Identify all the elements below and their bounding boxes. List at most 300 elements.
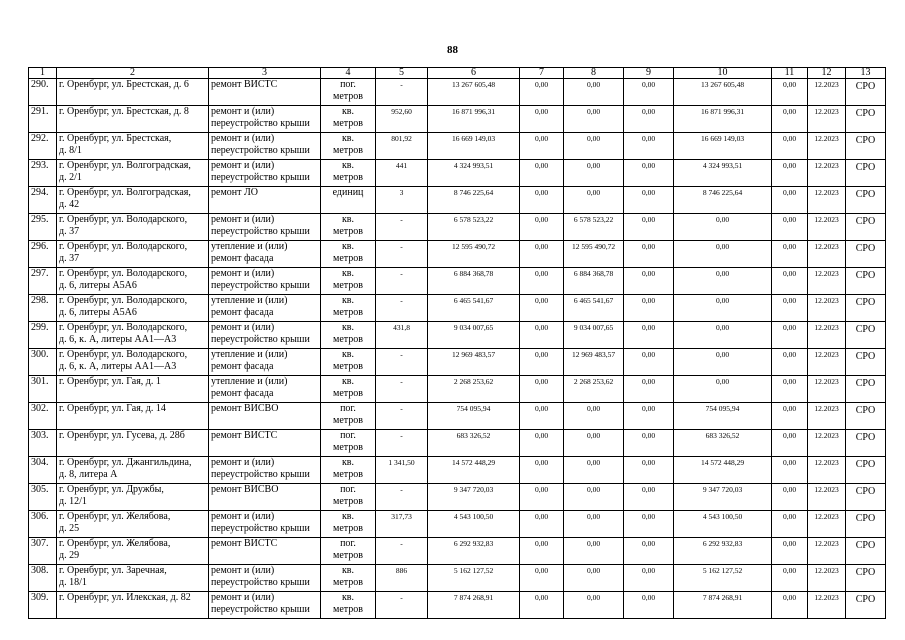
col10-cell-line: 754 095,94 [705,404,740,413]
deadline-cell [808,322,846,349]
address-cell-line: д. 42 [59,199,80,210]
col9-cell [624,538,674,565]
col10-cell [674,538,772,565]
col11-cell-line: 0,00 [782,539,797,548]
work-type-cell-line: переустройство крыши [211,334,310,345]
col9-cell [624,457,674,484]
address-cell-line: г. Оренбург, ул. Володарского, [59,241,188,252]
col8-cell-line: 2 268 253,62 [573,377,614,386]
col7-cell-line: 0,00 [534,134,549,143]
col7-cell [520,376,564,403]
volume-cell-line: 317,73 [391,512,412,521]
work-type-cell [209,160,321,187]
col9-cell [624,187,674,214]
col8-cell-line: 0,00 [586,593,601,602]
address-cell-line: г. Оренбург, ул. Волгоградская, [59,187,191,198]
col11-cell-line: 0,00 [782,161,797,170]
col7-cell-line: 0,00 [534,539,549,548]
col8-cell-line: 12 969 483,57 [571,350,616,359]
funding-source-cell-line: СРО [855,459,876,470]
funding-source-cell-line: СРО [855,297,876,308]
unit-cell [321,430,376,457]
address-cell-line: г. Оренбург, ул. Брестская, д. 6 [59,79,189,90]
deadline-cell-line: 12.2023 [814,350,839,359]
col7-cell [520,79,564,106]
work-type-cell [209,268,321,295]
address-cell [57,241,209,268]
unit-cell-line: метров [333,469,363,480]
col10-cell [674,79,772,106]
col8-cell-line: 0,00 [586,566,601,575]
col10-cell-line: 0,00 [715,242,730,251]
col7-cell-line: 0,00 [534,377,549,386]
row-number [29,106,57,133]
col9-cell [624,160,674,187]
unit-cell [321,241,376,268]
col8-cell [564,187,624,214]
funding-source-cell [846,79,886,106]
total-cost-cell-line: 7 874 268,91 [453,593,494,602]
address-cell [57,187,209,214]
col7-cell [520,268,564,295]
page-number: 88 [447,44,458,56]
table-row [29,565,886,592]
unit-cell-line: метров [333,388,363,399]
column-header-9: 9 [624,68,674,79]
col7-cell-line: 0,00 [534,593,549,602]
row-number [29,403,57,430]
col9-cell-line: 0,00 [641,458,656,467]
unit-cell-line: метров [333,91,363,102]
work-type-cell-line: ремонт и (или) [211,160,275,171]
row-number [29,160,57,187]
deadline-cell [808,511,846,538]
col8-cell [564,295,624,322]
volume-cell-line: - [400,80,403,89]
row-number [29,484,57,511]
work-type-cell [209,538,321,565]
col8-cell-line: 6 465 541,67 [573,296,614,305]
total-cost-cell-line: 6 578 523,22 [453,215,494,224]
row-number [29,241,57,268]
col7-cell-line: 0,00 [534,404,549,413]
col10-cell-line: 5 162 127,52 [702,566,743,575]
unit-cell-line: пог. [340,430,356,441]
unit-cell-line: кв. [341,592,355,603]
funding-source-cell-line: СРО [855,405,876,416]
unit-cell-line: кв. [341,511,355,522]
unit-cell [321,592,376,619]
volume-cell [376,214,428,241]
address-cell-line: г. Оренбург, ул. Володарского, [59,349,188,360]
address-cell-line: г. Оренбург, ул. Заречная, [59,565,167,576]
address-cell [57,592,209,619]
col11-cell-line: 0,00 [782,377,797,386]
deadline-cell [808,241,846,268]
col9-cell-line: 0,00 [641,215,656,224]
col9-cell [624,565,674,592]
deadline-cell-line: 12.2023 [814,242,839,251]
col7-cell [520,241,564,268]
deadline-cell [808,160,846,187]
unit-cell-line: метров [333,415,363,426]
col7-cell [520,511,564,538]
deadline-cell-line: 12.2023 [814,323,839,332]
volume-cell-line: - [400,593,403,602]
col9-cell [624,430,674,457]
col8-cell-line: 0,00 [586,161,601,170]
col10-cell-line: 0,00 [715,323,730,332]
unit-cell-line: метров [333,334,363,345]
row-number-line: 291. [31,106,49,117]
work-type-cell-line: ремонт и (или) [211,322,275,333]
volume-cell [376,484,428,511]
address-cell-line: г. Оренбург, ул. Володарского, [59,214,188,225]
total-cost-cell [428,484,520,511]
total-cost-cell-line: 6 884 368,78 [453,269,494,278]
col11-cell [772,187,808,214]
col11-cell-line: 0,00 [782,566,797,575]
address-cell-line: г. Оренбург, ул. Володарского, [59,295,188,306]
total-cost-cell [428,241,520,268]
volume-cell [376,106,428,133]
deadline-cell-line: 12.2023 [814,215,839,224]
unit-cell [321,349,376,376]
address-cell-line: г. Оренбург, ул. Гая, д. 1 [59,376,161,387]
address-cell [57,511,209,538]
row-number-line: 302. [31,403,49,414]
col11-cell-line: 0,00 [782,215,797,224]
work-type-cell-line: ремонт ВИСТС [211,430,278,441]
funding-source-cell-line: СРО [855,216,876,227]
total-cost-cell [428,430,520,457]
col9-cell-line: 0,00 [641,134,656,143]
unit-cell-line: пог. [340,79,356,90]
total-cost-cell [428,79,520,106]
funding-source-cell [846,106,886,133]
deadline-cell [808,349,846,376]
work-type-cell-line: ремонт и (или) [211,592,275,603]
unit-cell [321,106,376,133]
work-type-cell-line: ремонт и (или) [211,268,275,279]
col8-cell-line: 12 595 490,72 [571,242,616,251]
col7-cell [520,295,564,322]
unit-cell [321,538,376,565]
volume-cell [376,349,428,376]
col11-cell-line: 0,00 [782,188,797,197]
unit-cell-line: метров [333,307,363,318]
total-cost-cell-line: 13 267 605,48 [451,80,496,89]
col7-cell [520,565,564,592]
volume-cell-line: - [400,377,403,386]
deadline-cell-line: 12.2023 [814,296,839,305]
volume-cell [376,376,428,403]
unit-cell-line: кв. [341,322,355,333]
total-cost-cell-line: 754 095,94 [456,404,491,413]
col9-cell [624,349,674,376]
col7-cell [520,160,564,187]
deadline-cell [808,295,846,322]
col9-cell-line: 0,00 [641,350,656,359]
work-type-cell-line: ремонт ВИСТС [211,79,278,90]
row-number [29,187,57,214]
col10-cell-line: 16 871 996,31 [700,107,745,116]
row-number-line: 296. [31,241,49,252]
col11-cell [772,295,808,322]
col8-cell-line: 0,00 [586,80,601,89]
total-cost-cell [428,133,520,160]
col9-cell [624,241,674,268]
col9-cell-line: 0,00 [641,80,656,89]
col11-cell [772,241,808,268]
column-header-8: 8 [564,68,624,79]
work-type-cell-line: ремонт и (или) [211,511,275,522]
col10-cell-line: 0,00 [715,215,730,224]
funding-source-cell-line: СРО [855,486,876,497]
funding-source-cell [846,592,886,619]
deadline-cell-line: 12.2023 [814,107,839,116]
col7-cell-line: 0,00 [534,458,549,467]
address-cell-line: д. 8, литера А [59,469,118,480]
funding-source-cell-line: СРО [855,513,876,524]
funding-source-cell-line: СРО [855,378,876,389]
col8-cell [564,457,624,484]
table-row [29,511,886,538]
col8-cell [564,592,624,619]
deadline-cell-line: 12.2023 [814,566,839,575]
unit-cell-line: кв. [341,241,355,252]
address-cell-line: д. 6, к. А, литеры АА1—А3 [59,361,177,372]
col10-cell [674,187,772,214]
col10-cell-line: 0,00 [715,296,730,305]
address-cell [57,133,209,160]
funding-source-cell-line: СРО [855,81,876,92]
address-cell-line: д. 18/1 [59,577,87,588]
col9-cell [624,79,674,106]
unit-cell-line: метров [333,145,363,156]
table-row [29,106,886,133]
col9-cell-line: 0,00 [641,188,656,197]
row-number-line: 301. [31,376,49,387]
deadline-cell-line: 12.2023 [814,80,839,89]
unit-cell [321,511,376,538]
deadline-cell-line: 12.2023 [814,188,839,197]
address-cell-line: д. 12/1 [59,496,87,507]
work-type-cell-line: переустройство крыши [211,577,310,588]
funding-source-cell-line: СРО [855,324,876,335]
work-type-cell [209,403,321,430]
work-type-cell [209,565,321,592]
deadline-cell-line: 12.2023 [814,512,839,521]
unit-cell-line: кв. [341,457,355,468]
deadline-cell [808,268,846,295]
column-header-1: 1 [29,68,57,79]
column-header-11: 11 [772,68,808,79]
table-row [29,268,886,295]
work-type-cell [209,430,321,457]
row-number-line: 298. [31,295,49,306]
total-cost-cell-line: 683 326,52 [456,431,491,440]
funding-source-cell [846,565,886,592]
table-row [29,187,886,214]
funding-source-cell [846,376,886,403]
col8-cell [564,106,624,133]
address-cell-line: г. Оренбург, ул. Володарского, [59,322,188,333]
work-type-cell-line: утепление и (или) [211,241,288,252]
funding-source-cell [846,295,886,322]
total-cost-cell-line: 2 268 253,62 [453,377,494,386]
col10-cell-line: 9 347 720,03 [702,485,743,494]
col7-cell [520,484,564,511]
col9-cell-line: 0,00 [641,431,656,440]
table-row [29,79,886,106]
col9-cell-line: 0,00 [641,485,656,494]
unit-cell-line: кв. [341,106,355,117]
address-cell-line: г. Оренбург, ул. Джангильдина, [59,457,192,468]
volume-cell-line: - [400,485,403,494]
col10-cell-line: 13 267 605,48 [700,80,745,89]
deadline-cell [808,214,846,241]
address-cell-line: д. 8/1 [59,145,82,156]
col10-cell-line: 4 543 100,50 [702,512,743,521]
row-number-line: 306. [31,511,49,522]
address-cell [57,79,209,106]
address-cell-line: г. Оренбург, ул. Брестская, д. 8 [59,106,189,117]
funding-source-cell-line: СРО [855,135,876,146]
volume-cell [376,295,428,322]
work-type-cell [209,106,321,133]
row-number [29,376,57,403]
col10-cell [674,241,772,268]
unit-cell-line: кв. [341,214,355,225]
col9-cell-line: 0,00 [641,242,656,251]
address-cell [57,376,209,403]
col7-cell-line: 0,00 [534,161,549,170]
row-number-line: 297. [31,268,49,279]
row-number-line: 300. [31,349,49,360]
row-number-line: 308. [31,565,49,576]
col10-cell [674,430,772,457]
col11-cell [772,376,808,403]
unit-cell-line: кв. [341,349,355,360]
address-cell [57,403,209,430]
work-type-cell-line: переустройство крыши [211,523,310,534]
total-cost-cell [428,349,520,376]
funding-source-cell-line: СРО [855,594,876,605]
deadline-cell [808,403,846,430]
col8-cell-line: 0,00 [586,404,601,413]
work-type-cell-line: переустройство крыши [211,118,310,129]
work-type-cell [209,214,321,241]
col10-cell-line: 4 324 993,51 [702,161,743,170]
unit-cell [321,322,376,349]
volume-cell [376,187,428,214]
address-cell [57,565,209,592]
col10-cell [674,214,772,241]
total-cost-cell [428,457,520,484]
address-cell-line: г. Оренбург, ул. Желябова, [59,511,171,522]
row-number-line: 299. [31,322,49,333]
unit-cell-line: пог. [340,538,356,549]
col9-cell-line: 0,00 [641,566,656,575]
work-type-cell-line: переустройство крыши [211,172,310,183]
col11-cell [772,268,808,295]
col7-cell [520,592,564,619]
col11-cell [772,592,808,619]
col10-cell [674,376,772,403]
column-header-6: 6 [428,68,520,79]
address-cell-line: д. 6, литеры А5А6 [59,307,137,318]
work-type-cell [209,241,321,268]
col11-cell-line: 0,00 [782,458,797,467]
col8-cell-line: 0,00 [586,512,601,521]
col8-cell-line: 0,00 [586,107,601,116]
table-row [29,457,886,484]
col10-cell [674,484,772,511]
row-number [29,349,57,376]
work-type-cell-line: переустройство крыши [211,145,310,156]
volume-cell-line: - [400,350,403,359]
col8-cell-line: 6 578 523,22 [573,215,614,224]
funding-source-cell-line: СРО [855,351,876,362]
col7-cell-line: 0,00 [534,188,549,197]
col10-cell-line: 6 292 932,83 [702,539,743,548]
unit-cell-line: метров [333,253,363,264]
table-row [29,295,886,322]
col8-cell [564,376,624,403]
address-cell [57,295,209,322]
table-row [29,241,886,268]
col10-cell [674,295,772,322]
row-number [29,295,57,322]
col10-cell-line: 0,00 [715,377,730,386]
deadline-cell-line: 12.2023 [814,458,839,467]
col7-cell [520,133,564,160]
work-type-cell-line: ремонт ЛО [211,187,258,198]
work-type-cell [209,376,321,403]
col8-cell [564,79,624,106]
unit-cell [321,268,376,295]
deadline-cell [808,133,846,160]
col11-cell [772,565,808,592]
col10-cell [674,457,772,484]
unit-cell-line: метров [333,577,363,588]
address-cell-line: д. 37 [59,226,80,237]
deadline-cell-line: 12.2023 [814,485,839,494]
col8-cell [564,268,624,295]
address-cell-line: д. 6, литеры А5А6 [59,280,137,291]
table-row [29,322,886,349]
col9-cell-line: 0,00 [641,161,656,170]
unit-cell-line: кв. [341,160,355,171]
col11-cell [772,403,808,430]
unit-cell-line: пог. [340,484,356,495]
col8-cell [564,133,624,160]
col10-cell [674,133,772,160]
address-cell [57,106,209,133]
work-type-cell-line: ремонт и (или) [211,565,275,576]
deadline-cell [808,79,846,106]
column-header-10: 10 [674,68,772,79]
address-cell [57,160,209,187]
total-cost-cell [428,295,520,322]
unit-cell [321,79,376,106]
address-cell-line: г. Оренбург, ул. Гусева, д. 28б [59,430,185,441]
work-type-cell-line: ремонт и (или) [211,133,275,144]
col11-cell-line: 0,00 [782,80,797,89]
col9-cell-line: 0,00 [641,269,656,278]
total-cost-cell-line: 16 669 149,03 [451,134,496,143]
